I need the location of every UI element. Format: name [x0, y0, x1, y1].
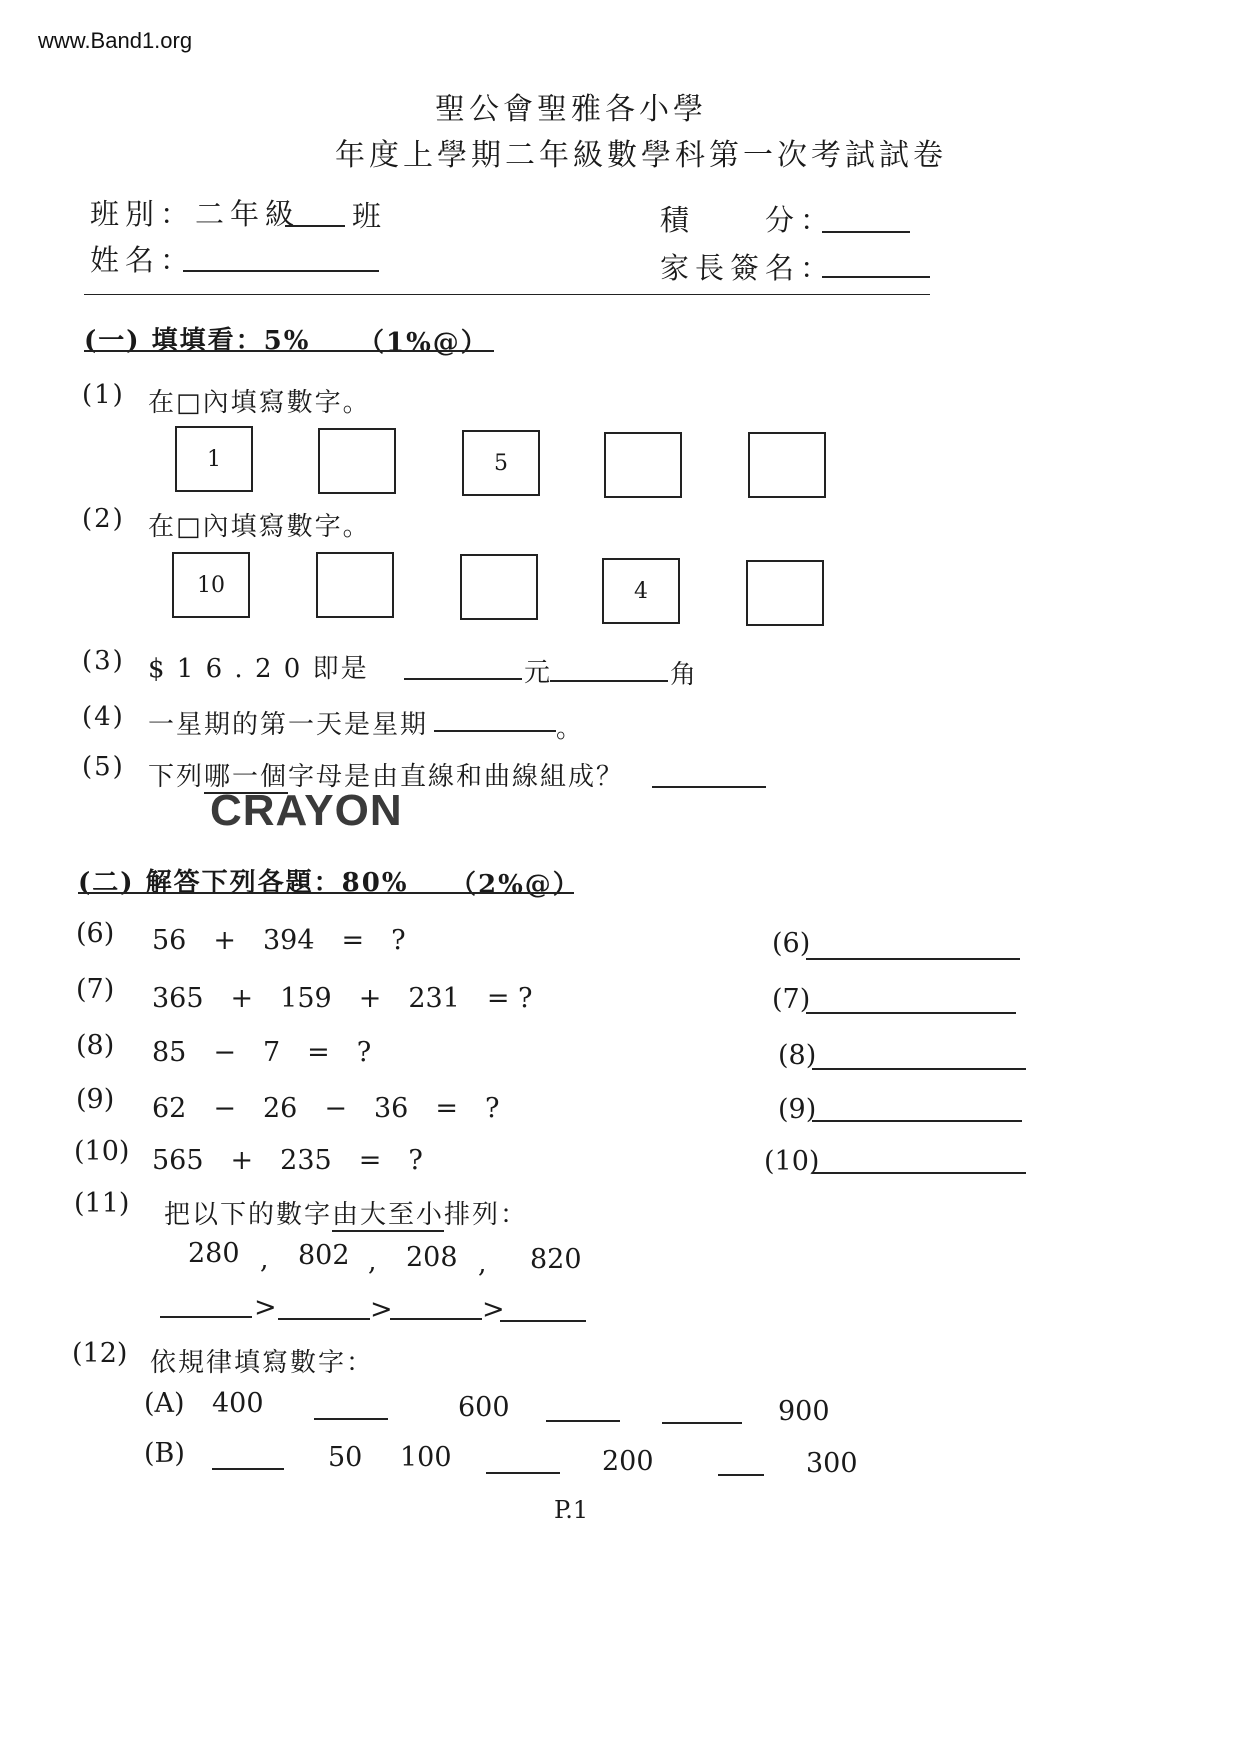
q12a-value: 400	[212, 1388, 264, 1419]
q2-box[interactable]	[460, 554, 538, 620]
header-divider	[84, 294, 930, 295]
section2-marks: （2%@）	[450, 870, 581, 900]
q12a-value: 900	[778, 1396, 830, 1427]
class-suffix: 班	[352, 199, 388, 233]
q10-expression: 565 + 235 = ?	[152, 1145, 423, 1176]
q4-number: (4)	[82, 702, 125, 732]
q4-end: 。	[556, 714, 585, 744]
q10-answer-label: (10)	[764, 1146, 820, 1177]
q1-box[interactable]	[318, 428, 396, 494]
q12-number: (12)	[72, 1338, 128, 1369]
q6-answer-label: (6)	[772, 928, 811, 959]
q11-greater-than: >	[254, 1292, 277, 1323]
q11-value: 208	[406, 1242, 458, 1273]
q12b-value: 300	[806, 1448, 858, 1479]
q11-blank[interactable]	[390, 1318, 482, 1320]
q4-blank[interactable]	[434, 730, 556, 732]
section2-title: (二) 解答下列各題：80%	[78, 868, 409, 898]
q1-text: 在□內填寫數字。	[148, 388, 371, 418]
exam-title: 年度上學期二年級數學科第一次考試試卷	[335, 138, 947, 173]
q8-answer-label: (8)	[778, 1040, 817, 1071]
q12b-blank[interactable]	[212, 1468, 284, 1470]
q12-text: 依規律填寫數字：	[150, 1348, 375, 1378]
q3-yuan: 元	[524, 658, 553, 688]
q11-value: 802	[298, 1240, 350, 1271]
q1-number: (1)	[82, 380, 125, 410]
q11-comma: ,	[260, 1244, 269, 1275]
q6-number: (6)	[76, 918, 115, 949]
q4-text: 一星期的第一天是星期	[148, 710, 429, 740]
q11-value: 280	[188, 1238, 240, 1269]
class-label: 班別：二年級	[90, 197, 301, 231]
q3-jiao-blank[interactable]	[550, 680, 668, 682]
q5-text-pre: 下列	[148, 762, 205, 792]
q8-number: (8)	[76, 1030, 115, 1061]
q11-greater-than: >	[482, 1294, 505, 1325]
q12b-label: (B)	[144, 1438, 185, 1469]
school-name: 聖公會聖雅各小學	[435, 92, 707, 127]
score-label: 積 分：	[660, 203, 836, 237]
page-number: P.1	[554, 1496, 589, 1524]
q11-comma: ,	[368, 1246, 377, 1277]
section1-underline	[84, 350, 494, 352]
q3-jiao: 角	[670, 660, 699, 690]
q8-answer-blank[interactable]	[812, 1068, 1026, 1070]
q12a-blank[interactable]	[662, 1422, 742, 1424]
q11-blank[interactable]	[278, 1318, 370, 1320]
q12a-label: (A)	[144, 1388, 185, 1419]
q12a-value: 600	[458, 1392, 510, 1423]
q9-answer-blank[interactable]	[812, 1120, 1022, 1122]
q5-blank[interactable]	[652, 786, 766, 788]
q12a-blank[interactable]	[314, 1418, 388, 1420]
q11-number: (11)	[74, 1188, 130, 1219]
q9-expression: 62 − 26 − 36 = ?	[152, 1093, 500, 1124]
q1-box[interactable]	[748, 432, 826, 498]
q11-text-emphasis: 由大至小	[332, 1200, 445, 1230]
q11-greater-than: >	[370, 1294, 393, 1325]
q1-box[interactable]	[604, 432, 682, 498]
section1-title: (一) 填填看：5%	[84, 326, 311, 356]
class-blank[interactable]	[285, 225, 345, 227]
q9-number: (9)	[76, 1084, 115, 1115]
q2-text: 在□內填寫數字。	[148, 512, 371, 542]
q7-answer-label: (7)	[772, 984, 811, 1015]
name-label: 姓名：	[90, 243, 196, 277]
q10-answer-blank[interactable]	[812, 1172, 1026, 1174]
q2-number: (2)	[82, 504, 125, 534]
site-url: www.Band1.org	[38, 28, 193, 53]
q11-blank[interactable]	[500, 1320, 586, 1322]
q12b-value: 200	[602, 1446, 654, 1477]
score-blank[interactable]	[822, 231, 910, 233]
q6-answer-blank[interactable]	[806, 958, 1020, 960]
q11-text	[164, 1194, 528, 1231]
q3-yuan-blank[interactable]	[404, 678, 522, 680]
q1-box[interactable]: 1	[175, 426, 253, 492]
q7-expression: 365 + 159 + 231 = ?	[152, 983, 533, 1014]
q2-box[interactable]: 4	[602, 558, 680, 624]
q12b-value: 100	[400, 1442, 452, 1473]
q8-expression: 85 − 7 = ?	[152, 1037, 372, 1068]
q7-number: (7)	[76, 974, 115, 1005]
q7-answer-blank[interactable]	[806, 1012, 1016, 1014]
q6-expression: 56 + 394 = ?	[152, 925, 406, 956]
q2-box[interactable]: 10	[172, 552, 250, 618]
name-blank[interactable]	[183, 270, 379, 272]
q5-number: (5)	[82, 752, 125, 782]
q12b-blank[interactable]	[486, 1472, 560, 1474]
q11-blank[interactable]	[160, 1316, 252, 1318]
q12b-blank[interactable]	[718, 1474, 764, 1476]
q12a-blank[interactable]	[546, 1420, 620, 1422]
q9-answer-label: (9)	[778, 1094, 817, 1125]
q11-value: 820	[530, 1244, 582, 1275]
q11-comma: ,	[478, 1248, 487, 1279]
q12b-value: 50	[328, 1442, 363, 1473]
parent-signature-label: 家長簽名：	[660, 251, 836, 285]
q3-number: (3)	[82, 646, 125, 676]
parent-signature-blank[interactable]	[822, 276, 930, 278]
section2-underline	[78, 892, 574, 894]
q3-text: $ 1 6 . 2 0 即是	[148, 654, 369, 684]
q10-number: (10)	[74, 1136, 130, 1167]
q2-box[interactable]	[746, 560, 824, 626]
q2-box[interactable]	[316, 552, 394, 618]
q1-box[interactable]: 5	[462, 430, 540, 496]
q5-text-emphasis: 哪一個	[204, 762, 289, 792]
q11-text-pre: 把以下的數字	[164, 1200, 333, 1230]
q5-word: CRAYON	[210, 786, 403, 835]
q11-text-post: 排列：	[444, 1200, 529, 1230]
section1-marks: （1%@）	[358, 328, 489, 358]
q5-text-post: 字母是由直線和曲線組成？	[288, 762, 625, 792]
